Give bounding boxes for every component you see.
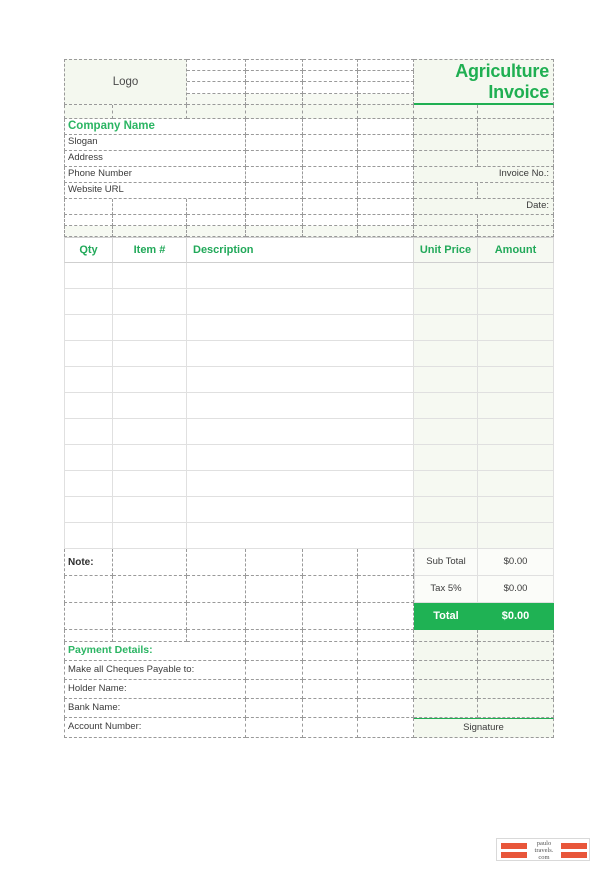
tax-row	[64, 576, 554, 603]
item-cell-description[interactable]	[187, 497, 414, 523]
grid-cell	[113, 226, 187, 237]
item-cell-item-number[interactable]	[113, 289, 187, 315]
watermark-logo	[496, 838, 590, 861]
total-value-cell	[478, 603, 554, 630]
payment-details-title: Payment Details:	[68, 644, 153, 657]
grid-cell	[303, 226, 358, 237]
grid-cell	[478, 699, 554, 718]
watermark-text-line-3: com	[538, 853, 550, 861]
item-cell-item-number[interactable]	[113, 523, 187, 549]
column-header-qty	[64, 237, 113, 263]
grid-cell	[64, 226, 113, 237]
table-row	[64, 263, 554, 289]
filler-cell	[246, 94, 303, 105]
item-cell-item-number[interactable]	[113, 471, 187, 497]
item-cell-qty[interactable]	[64, 315, 113, 341]
grid-cell	[303, 642, 358, 661]
grid-cell	[358, 215, 414, 226]
table-row	[64, 471, 554, 497]
tax-value: $0.00	[503, 582, 528, 594]
item-cell-amount[interactable]	[478, 341, 554, 367]
filler-cell	[358, 71, 414, 82]
grid-cell	[303, 718, 358, 738]
grid-cell	[303, 183, 358, 199]
item-cell-description[interactable]	[187, 289, 414, 315]
note-cell[interactable]	[303, 576, 358, 603]
company-phone-cell[interactable]	[64, 167, 246, 183]
bank-name-label: Bank Name:	[68, 701, 121, 713]
header-spacer-row	[64, 105, 554, 119]
item-cell-amount[interactable]	[478, 315, 554, 341]
invoice-no-label-cell	[414, 167, 554, 183]
item-cell-item-number[interactable]	[113, 445, 187, 471]
note-cell[interactable]	[113, 549, 187, 576]
sub-total-value: $0.00	[503, 555, 528, 567]
item-cell-unit-price[interactable]	[414, 523, 478, 549]
total-row	[64, 603, 554, 630]
bank-name-cell[interactable]	[64, 699, 246, 718]
signature-label: Signature	[463, 721, 504, 733]
item-cell-unit-price[interactable]	[414, 497, 478, 523]
grid-cell	[246, 642, 303, 661]
grid-cell	[246, 183, 303, 199]
grid-cell	[414, 226, 478, 237]
item-cell-amount[interactable]	[478, 523, 554, 549]
bank-name-row	[64, 699, 554, 718]
item-cell-amount[interactable]	[478, 367, 554, 393]
grid-cell	[303, 215, 358, 226]
table-row	[64, 289, 554, 315]
grid-cell	[246, 167, 303, 183]
note-cell[interactable]	[113, 603, 187, 630]
item-cell-amount[interactable]	[478, 497, 554, 523]
invoice-sheet	[64, 59, 554, 772]
payment-details-title-row	[64, 642, 554, 661]
company-slogan-label: Slogan	[68, 136, 98, 148]
filler-cell	[358, 59, 414, 71]
column-header-qty-label: Qty	[79, 244, 98, 256]
grid-cell	[187, 630, 246, 642]
total-label-cell	[414, 603, 478, 630]
account-number-label: Account Number:	[68, 721, 142, 733]
item-cell-description[interactable]	[187, 471, 414, 497]
gap-row	[64, 630, 554, 642]
note-cell[interactable]	[246, 603, 303, 630]
item-cell-qty[interactable]	[64, 419, 113, 445]
cheques-payable-cell[interactable]	[64, 661, 246, 680]
grid-cell	[358, 630, 414, 642]
filler-cell	[303, 82, 358, 94]
grid-cell	[246, 199, 303, 215]
grid-cell	[414, 699, 478, 718]
note-cell[interactable]	[187, 603, 246, 630]
payment-details-title-cell	[64, 642, 246, 661]
grid-cell	[478, 119, 554, 135]
grid-cell	[358, 642, 414, 661]
item-cell-qty[interactable]	[64, 263, 113, 289]
note-label: Note:	[68, 556, 94, 568]
tax-label-cell	[414, 576, 478, 603]
grid-cell	[246, 226, 303, 237]
item-cell-unit-price[interactable]	[414, 315, 478, 341]
grid-cell	[358, 199, 414, 215]
sub-total-value-cell	[478, 549, 554, 576]
holder-name-label: Holder Name:	[68, 682, 127, 694]
grid-cell	[478, 183, 554, 199]
item-cell-amount[interactable]	[478, 471, 554, 497]
item-cell-item-number[interactable]	[113, 419, 187, 445]
watermark-text-line-2: travels.	[534, 846, 554, 854]
note-cell[interactable]	[358, 549, 414, 576]
note-cell[interactable]	[64, 603, 113, 630]
filler-row	[187, 71, 414, 82]
filler-cell	[246, 82, 303, 94]
account-signature-row	[64, 718, 554, 738]
column-header-amount	[478, 237, 554, 263]
filler-cell	[187, 71, 246, 82]
items-table-header	[64, 237, 554, 263]
grid-cell	[358, 718, 414, 738]
spacer-cell	[64, 105, 113, 119]
item-cell-unit-price[interactable]	[414, 367, 478, 393]
item-cell-description[interactable]	[187, 523, 414, 549]
date-label-cell	[414, 199, 554, 215]
grid-cell	[414, 119, 478, 135]
holder-name-row	[64, 680, 554, 699]
watermark-text	[497, 839, 591, 862]
table-row	[64, 341, 554, 367]
column-header-item	[113, 237, 187, 263]
company-address-cell[interactable]	[64, 151, 246, 167]
cheques-payable-row	[64, 661, 554, 680]
company-slogan-row	[64, 135, 554, 151]
grid-cell	[187, 199, 246, 215]
sub-total-label: Sub Total	[426, 555, 466, 567]
grid-cell	[303, 119, 358, 135]
note-cell[interactable]	[113, 576, 187, 603]
grid-cell	[478, 215, 554, 226]
company-website-cell[interactable]	[64, 183, 246, 199]
grid-cell	[246, 661, 303, 680]
company-name-row	[64, 119, 554, 135]
spacer-cell	[246, 105, 303, 119]
grid-cell	[187, 226, 246, 237]
filler-cell	[246, 71, 303, 82]
logo-placeholder-cell[interactable]	[64, 59, 187, 105]
cheques-payable-label: Make all Cheques Payable to:	[68, 663, 195, 675]
company-address-label: Address	[68, 152, 103, 164]
header-top-row	[64, 59, 554, 105]
column-header-unit-price-label: Unit Price	[419, 244, 472, 256]
company-website-row	[64, 183, 554, 199]
table-row	[64, 315, 554, 341]
item-cell-description[interactable]	[187, 419, 414, 445]
header-filler-grid	[187, 59, 414, 105]
tax-label: Tax 5%	[430, 582, 462, 594]
column-header-description	[187, 237, 414, 263]
grid-cell	[303, 661, 358, 680]
column-header-amount-label: Amount	[494, 244, 537, 256]
company-address-row	[64, 151, 554, 167]
table-row	[64, 445, 554, 471]
grid-cell	[478, 226, 554, 237]
grid-cell	[187, 215, 246, 226]
item-cell-item-number[interactable]	[113, 341, 187, 367]
item-cell-description[interactable]	[187, 263, 414, 289]
item-cell-amount[interactable]	[478, 419, 554, 445]
item-cell-description[interactable]	[187, 393, 414, 419]
item-cell-item-number[interactable]	[113, 393, 187, 419]
item-cell-description[interactable]	[187, 341, 414, 367]
grid-cell	[414, 183, 478, 199]
company-slogan-cell[interactable]	[64, 135, 246, 151]
column-header-description-label: Description	[193, 244, 254, 256]
grid-cell	[358, 167, 414, 183]
grid-cell	[358, 119, 414, 135]
table-row	[64, 523, 554, 549]
grid-cell	[478, 642, 554, 661]
grid-cell	[113, 630, 187, 642]
grid-cell	[64, 630, 113, 642]
grid-cell	[414, 630, 478, 642]
item-cell-qty[interactable]	[64, 367, 113, 393]
grid-cell	[246, 135, 303, 151]
note-label-cell	[64, 549, 113, 576]
grid-cell	[358, 661, 414, 680]
spacer-cell	[113, 105, 187, 119]
logo-placeholder-label: Logo	[112, 76, 139, 88]
item-cell-item-number[interactable]	[113, 367, 187, 393]
spacer-cell	[478, 105, 554, 119]
item-cell-unit-price[interactable]	[414, 445, 478, 471]
note-cell[interactable]	[64, 576, 113, 603]
item-cell-unit-price[interactable]	[414, 419, 478, 445]
filler-row	[64, 215, 554, 226]
grid-cell	[113, 215, 187, 226]
account-number-cell[interactable]	[64, 718, 246, 738]
column-header-unit-price	[414, 237, 478, 263]
grid-cell	[246, 215, 303, 226]
company-phone-row	[64, 167, 554, 183]
grid-cell	[246, 699, 303, 718]
invoice-title	[414, 59, 554, 105]
item-cell-amount[interactable]	[478, 289, 554, 315]
date-row	[64, 199, 554, 215]
item-cell-qty[interactable]	[64, 523, 113, 549]
filler-cell	[358, 94, 414, 105]
spacer-cell	[414, 105, 478, 119]
table-row	[64, 367, 554, 393]
table-row	[64, 419, 554, 445]
item-cell-description[interactable]	[187, 367, 414, 393]
grid-cell	[414, 661, 478, 680]
item-cell-amount[interactable]	[478, 445, 554, 471]
filler-cell	[303, 59, 358, 71]
filler-cell	[358, 82, 414, 94]
grid-cell	[64, 199, 113, 215]
item-cell-qty[interactable]	[64, 445, 113, 471]
invoice-title-line-2: Invoice	[488, 81, 549, 102]
note-cell[interactable]	[246, 576, 303, 603]
grid-cell	[113, 199, 187, 215]
grid-cell	[246, 119, 303, 135]
filler-cell	[187, 59, 246, 71]
watermark-text-line-1: paulo	[536, 840, 552, 847]
filler-cell	[303, 94, 358, 105]
item-cell-amount[interactable]	[478, 263, 554, 289]
filler-cell	[303, 71, 358, 82]
note-cell[interactable]	[187, 549, 246, 576]
grid-cell	[303, 680, 358, 699]
column-header-item-label: Item #	[133, 244, 166, 256]
item-cell-unit-price[interactable]	[414, 471, 478, 497]
filler-row	[187, 59, 414, 71]
grid-cell	[246, 718, 303, 738]
item-cell-description[interactable]	[187, 445, 414, 471]
item-cell-qty[interactable]	[64, 341, 113, 367]
total-label: Total	[433, 609, 459, 622]
item-cell-unit-price[interactable]	[414, 289, 478, 315]
item-cell-unit-price[interactable]	[414, 393, 478, 419]
grid-cell	[303, 699, 358, 718]
grid-cell	[358, 226, 414, 237]
grid-cell	[303, 630, 358, 642]
item-cell-description[interactable]	[187, 315, 414, 341]
grid-cell	[358, 135, 414, 151]
tax-value-cell	[478, 576, 554, 603]
grid-cell	[303, 199, 358, 215]
grid-cell	[64, 215, 113, 226]
spacer-cell	[358, 105, 414, 119]
total-value: $0.00	[501, 609, 530, 622]
note-cell[interactable]	[358, 576, 414, 603]
grid-cell	[478, 151, 554, 167]
grid-cell	[478, 135, 554, 151]
item-cell-unit-price[interactable]	[414, 341, 478, 367]
invoice-title-line-1: Agriculture	[455, 60, 549, 81]
filler-cell	[187, 94, 246, 105]
note-cell[interactable]	[246, 549, 303, 576]
filler-row	[187, 94, 414, 105]
grid-cell	[358, 183, 414, 199]
table-row	[64, 393, 554, 419]
grid-cell	[303, 167, 358, 183]
signature-cell	[414, 718, 554, 738]
grid-cell	[303, 135, 358, 151]
table-row	[64, 497, 554, 523]
grid-cell	[478, 630, 554, 642]
grid-cell	[246, 680, 303, 699]
grid-cell	[414, 680, 478, 699]
grid-cell	[246, 630, 303, 642]
item-cell-item-number[interactable]	[113, 497, 187, 523]
note-cell[interactable]	[303, 549, 358, 576]
note-subtotal-row	[64, 549, 554, 576]
grid-cell	[246, 151, 303, 167]
item-cell-item-number[interactable]	[113, 263, 187, 289]
item-cell-qty[interactable]	[64, 497, 113, 523]
spacer-cell	[303, 105, 358, 119]
note-cell[interactable]	[187, 576, 246, 603]
grid-cell	[414, 135, 478, 151]
grid-cell	[358, 699, 414, 718]
item-cell-item-number[interactable]	[113, 315, 187, 341]
sub-total-label-cell	[414, 549, 478, 576]
note-cell[interactable]	[303, 603, 358, 630]
filler-row	[64, 226, 554, 237]
item-cell-amount[interactable]	[478, 393, 554, 419]
grid-cell	[414, 151, 478, 167]
holder-name-cell[interactable]	[64, 680, 246, 699]
filler-row	[187, 82, 414, 94]
grid-cell	[303, 151, 358, 167]
grid-cell	[358, 151, 414, 167]
spacer-cell	[187, 105, 246, 119]
invoice-no-label: Invoice No.:	[498, 168, 549, 180]
company-website-label: Website URL	[68, 184, 124, 196]
grid-cell	[358, 680, 414, 699]
note-cell[interactable]	[358, 603, 414, 630]
grid-cell	[478, 680, 554, 699]
item-cell-qty[interactable]	[64, 289, 113, 315]
item-cell-unit-price[interactable]	[414, 263, 478, 289]
item-cell-qty[interactable]	[64, 471, 113, 497]
item-cell-qty[interactable]	[64, 393, 113, 419]
company-name-cell[interactable]	[64, 119, 246, 135]
filler-cell	[246, 59, 303, 71]
company-phone-label: Phone Number	[68, 168, 132, 180]
items-table-body	[64, 263, 554, 549]
grid-cell	[414, 642, 478, 661]
grid-cell	[478, 661, 554, 680]
filler-cell	[187, 82, 246, 94]
company-name-label: Company Name	[68, 120, 155, 133]
date-label: Date:	[526, 200, 549, 212]
grid-cell	[414, 215, 478, 226]
